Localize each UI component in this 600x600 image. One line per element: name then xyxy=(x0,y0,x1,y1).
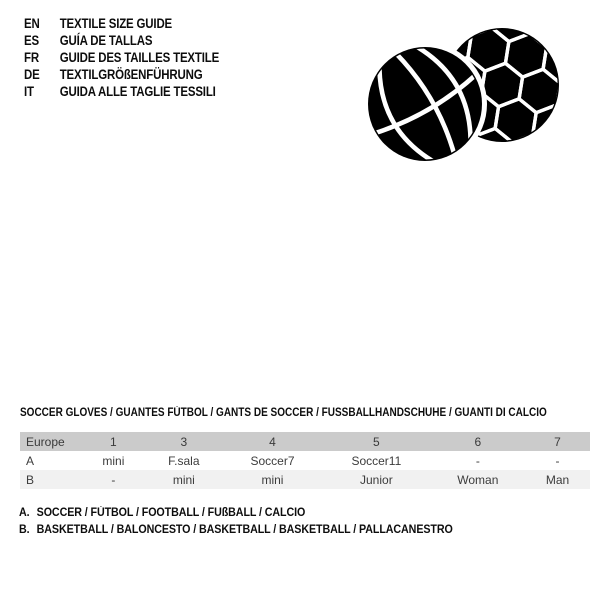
lang-row-it xyxy=(24,83,219,100)
footnote-a xyxy=(19,505,453,522)
lang-code: EN xyxy=(24,16,40,31)
lang-label: GUIDE DES TAILLES TEXTILE xyxy=(59,50,220,65)
lang-code: ES xyxy=(24,33,39,48)
footnote-b xyxy=(19,522,453,539)
row-label: B xyxy=(26,472,35,487)
table-cell: Man xyxy=(545,472,570,487)
footnote-text: SOCCER / FÚTBOL / FOOTBALL / FUßBALL / CALCIO xyxy=(36,507,306,519)
footnote-text: BASKETBALL / BALONCESTO / BASKETBALL / BASKETBALL / PALLACANESTRO xyxy=(36,524,453,536)
table-cell: mini xyxy=(261,472,284,487)
lang-row-en xyxy=(24,15,219,32)
table-cell: - xyxy=(475,453,480,468)
language-guide-list xyxy=(24,15,219,100)
lang-code: DE xyxy=(24,67,40,82)
table-row-a xyxy=(20,451,590,470)
footnotes xyxy=(19,505,453,539)
header-cell-size: 5 xyxy=(373,434,380,449)
header-cell-size: 4 xyxy=(269,434,276,449)
lang-code: FR xyxy=(24,50,39,65)
table-cell: Junior xyxy=(360,472,393,487)
table-cell: Soccer11 xyxy=(351,453,402,468)
lang-code: IT xyxy=(24,84,34,99)
footnote-letter: B. xyxy=(19,524,30,536)
size-table-title: SOCCER GLOVES / GUANTES FÚTBOL / GANTS DE SOCCER / FUSSBALLHANDSCHUHE / GUANTI DI CALCIO xyxy=(20,407,547,419)
table-cell: mini xyxy=(102,453,125,468)
lang-label: TEXTILGRÖßENFÜHRUNG xyxy=(59,67,203,82)
lang-row-fr xyxy=(24,49,219,66)
table-cell: F.sala xyxy=(168,453,200,468)
table-cell: mini xyxy=(172,472,195,487)
footnote-letter: A. xyxy=(19,507,30,519)
size-table xyxy=(20,432,590,489)
header-cell-size: 7 xyxy=(554,434,561,449)
lang-row-de xyxy=(24,66,219,83)
lang-row-es xyxy=(24,32,219,49)
table-cell: Woman xyxy=(457,472,499,487)
header-cell-region: Europe xyxy=(26,434,65,449)
size-table-header-row xyxy=(20,432,590,451)
header-cell-size: 3 xyxy=(180,434,188,449)
lang-label: TEXTILE SIZE GUIDE xyxy=(59,16,173,31)
header-cell-size: 6 xyxy=(474,434,482,449)
lang-label: GUÍA DE TALLAS xyxy=(59,33,153,48)
table-cell: Soccer7 xyxy=(250,453,295,468)
header-cell-size: 1 xyxy=(110,434,117,449)
row-label: A xyxy=(26,453,35,468)
sports-balls-illustration xyxy=(368,12,568,167)
table-cell: - xyxy=(555,453,560,468)
table-cell: - xyxy=(111,472,116,487)
lang-label: GUIDA ALLE TAGLIE TESSILI xyxy=(59,84,216,99)
table-row-b xyxy=(20,470,590,489)
